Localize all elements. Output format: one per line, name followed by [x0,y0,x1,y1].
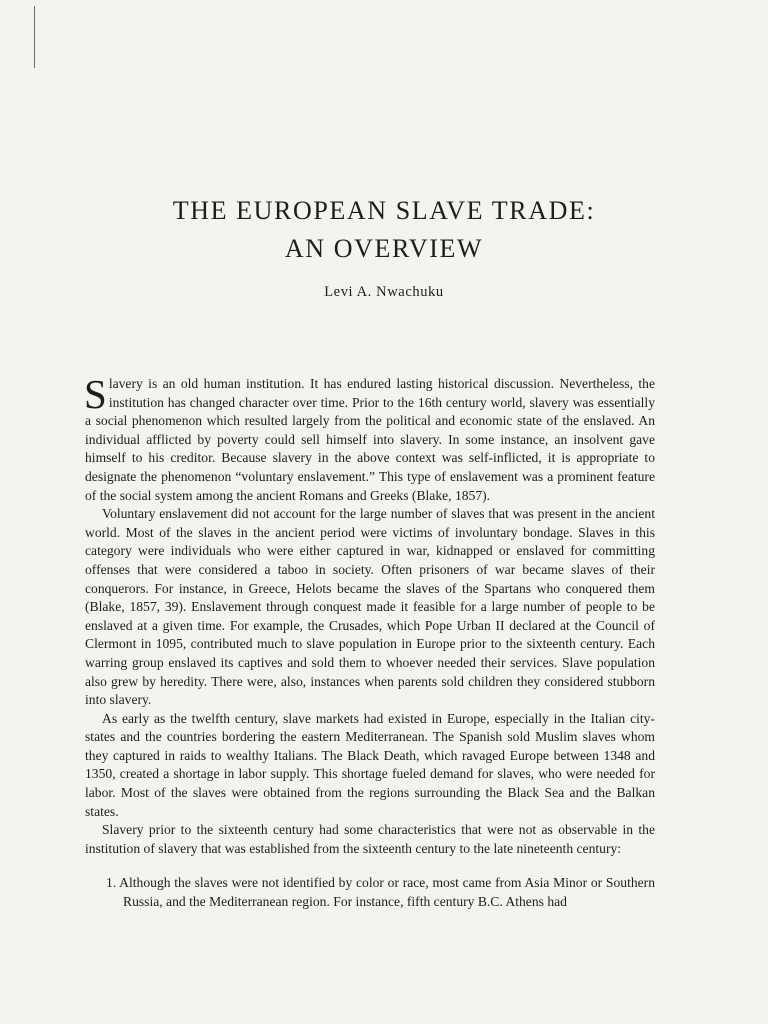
list-item: 1. Although the slaves were not identified by color or race, most came from Asia Minor or Southern Russia, and the Mediterranean region. For instance, fifth century B.C. Athens had [106,875,655,910]
article-title-line1: THE EUROPEAN SLAVE TRADE: [172,196,596,225]
paragraph-1-text: lavery is an old human institution. It has endured lasting historical discussion. Nevertheless, the institution has changed character over time. Prior to the 16th century world, slavery was essentially a social phenomenon which resulted largely from the political and economic state of the enslaved. An individual afflicted by poverty could sell himself into slavery. In some instance, an insolvent gave himself to his creditor. Because slavery in the above context was self-inflicted, it is appropriate to designate the phenomenon “voluntary enslavement.” This type of enslavement was a prominent feature of the social system among the ancient Romans and Greeks (Blake, 1857). [85,376,655,503]
characteristics-list [85,874,655,911]
page-edge-line [34,6,35,68]
drop-cap: S [84,371,107,417]
paragraph-2: Voluntary enslavement did not account for the large number of slaves that was present in the ancient world. Most of the slaves in the ancient period were victims of involuntary bondage. Slaves in this category were individuals who were either captured in war, kidnapped or enslaved for committing offenses that were considered a taboo in society. Often prisoners of war became slaves of their conquerors. For instance, in Greece, Helots became the slaves of the Spartans who conquered them (Blake, 1857, 39). Enslavement through conquest made it feasible for a large number of people to be enslaved at a given time. For example, the Crusades, which Pope Urban II declared at the Council of Clermont in 1095, contributed much to slave population in Europe prior to the sixteenth century. Each warring group enslaved its captives and sold them to whoever needed their services. Slave population also grew by heredity. There were, also, instances when parents sold children they considered stubborn into slavery. [85,506,655,708]
paragraph-4: Slavery prior to the sixteenth century had some characteristics that were not as observable in the institution of slavery that was established from the sixteenth century to the late nineteenth century: [85,822,655,856]
paragraph-3: As early as the twelfth century, slave markets had existed in Europe, especially in the Italian city-states and the countries bordering the eastern Mediterranean. The Spanish sold Muslim slaves whom they captured in raids to wealthy Italians. The Black Death, which ravaged Europe between 1348 and 1350, created a shortage in labor supply. This shortage fueled demand for slaves, who were needed for labor. Most of the slaves were obtained from the regions surrounding the Black Sea and the Balkan states. [85,710,655,819]
paragraph-1 [84,371,655,505]
article-title-line2: AN OVERVIEW [284,234,484,263]
article-body [84,371,655,912]
article-author: Levi A. Nwachuku [324,284,444,300]
